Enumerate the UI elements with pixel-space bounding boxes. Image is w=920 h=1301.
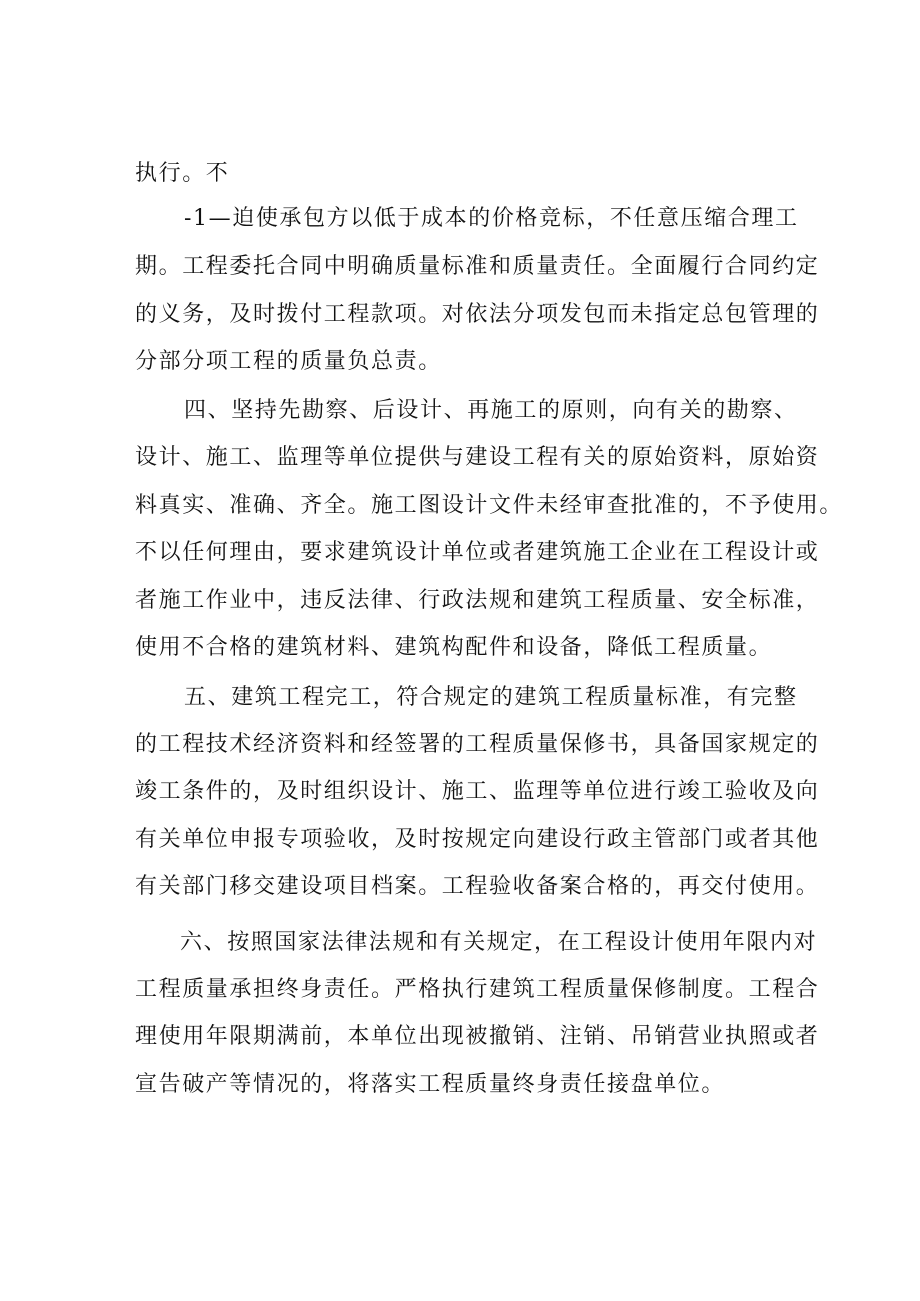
paragraph-line: 分部分项工程的质量负总责。 [135, 349, 442, 374]
paragraph-line: -1—迫使承包方以低于成本的价格竞标，不任意压缩合理工 [184, 206, 799, 231]
paragraph-line: 理使用年限期满前，本单位出现被撤销、注销、吊销营业执照或者 [135, 1024, 820, 1049]
paragraph-line: 工程质量承担终身责任。严格执行建筑工程质量保修制度。工程合 [135, 977, 820, 1002]
paragraph-line: 期。工程委托合同中明确质量标准和质量责任。全面履行合同约定 [135, 254, 820, 279]
paragraph-line: 的工程技术经济资料和经签署的工程质量保修书，具备国家规定的 [135, 732, 820, 757]
paragraph-line: 六、按照国家法律法规和有关规定，在工程设计使用年限内对 [180, 930, 818, 955]
paragraph-line: 竣工条件的，及时组织设计、施工、监理等单位进行竣工验收及向 [135, 779, 820, 804]
paragraph-line: 宣告破产等情况的，将落实工程质量终身责任接盘单位。 [135, 1072, 726, 1097]
paragraph-line: 使用不合格的建筑材料、建筑构配件和设备，降低工程质量。 [135, 635, 773, 660]
paragraph-line: 四、坚持先勘察、后设计、再施工的原则，向有关的勘察、 [184, 398, 798, 423]
paragraph-line: 的义务，及时拨付工程款项。对依法分项发包而未指定总包管理的 [135, 302, 820, 327]
paragraph-line: 执行。不 [135, 161, 230, 186]
paragraph-line: 料真实、准确、齐全。施工图设计文件未经审查批准的，不予使用。 [135, 493, 844, 518]
paragraph-line: 设计、施工、监理等单位提供与建设工程有关的原始资料，原始资 [135, 445, 820, 470]
paragraph-line: 者施工作业中，违反法律、行政法规和建筑工程质量、安全标准， [135, 588, 820, 613]
paragraph-line: 五、建筑工程完工，符合规定的建筑工程质量标准，有完整 [184, 685, 798, 710]
paragraph-line: 有关部门移交建设项目档案。工程验收备案合格的，再交付使用。 [135, 874, 820, 899]
paragraph-line: 有关单位申报专项验收，及时按规定向建设行政主管部门或者其他 [135, 827, 820, 852]
paragraph-line: 不以任何理由，要求建筑设计单位或者建筑施工企业在工程设计或 [135, 540, 820, 565]
